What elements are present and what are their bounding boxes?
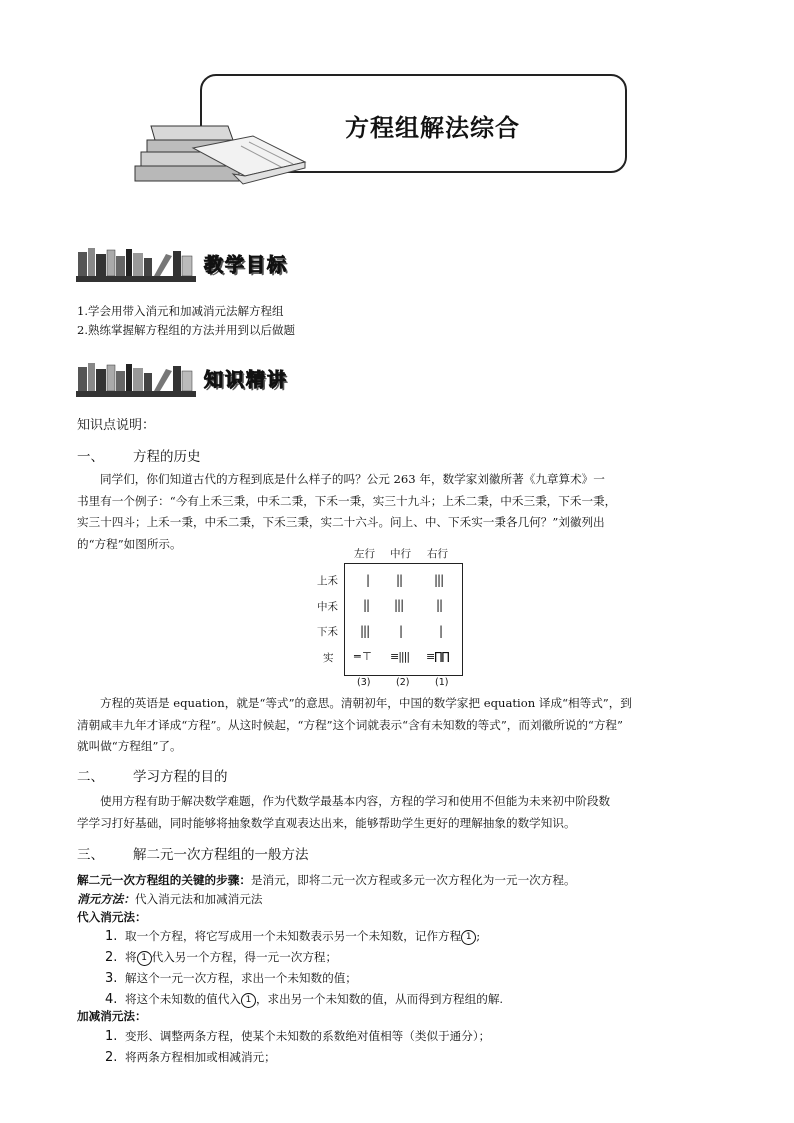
rod-cell: ═ ⊤ — [354, 650, 371, 663]
method-line — [77, 891, 263, 907]
step-number: 2. — [105, 1050, 118, 1065]
text-line: 实三十四斗；上禾一秉，中禾二秉，下禾三秉，实二十六斗。问上、中、下禾实一秉各几何？”刘徽列出 — [77, 515, 605, 529]
step-text: 变形、调整两条方程，使某个未知数的系数绝对值相等（类似于通分）； — [125, 1029, 491, 1043]
circled-number: 1 — [137, 951, 152, 966]
step-number: 4. — [105, 992, 118, 1007]
step-text: 将这个未知数的值代入 — [125, 992, 241, 1006]
counting-rod-diagram — [310, 546, 470, 696]
step-text: 将两条方程相加或相减消元； — [125, 1050, 276, 1064]
key-step-lead: 解二元一次方程组的关键的步骤： — [77, 873, 251, 887]
heading-number: 二、 — [77, 769, 104, 785]
step-text: 取一个方程，将它写成用一个未知数表示另一个未知数，记作方程 — [125, 929, 462, 943]
substitution-step — [105, 926, 480, 947]
rod-cell: | — [439, 624, 443, 638]
text-line: 使用方程有助于解决数学难题，作为代数学最基本内容，方程的学习和使用不但能为未来初中阶段数 — [100, 794, 611, 808]
substitution-heading: 代入消元法： — [77, 910, 147, 924]
rod-cell: ||| — [360, 624, 370, 638]
column-header: 左行 — [354, 548, 375, 560]
step-text: 解这个一元一次方程，求出一个未知数的值； — [125, 971, 357, 985]
rod-cell: || — [436, 598, 443, 612]
row-header: 实 — [323, 652, 334, 664]
column-header: 右行 — [427, 548, 448, 560]
knowledge-intro: 知识点说明： — [77, 418, 156, 433]
goal-item-2: 2.熟练掌握解方程组的方法并用到以后做题 — [77, 323, 295, 337]
rod-cell: ≡|||| — [390, 650, 410, 663]
rod-cell: ||| — [394, 598, 404, 612]
key-step-line — [77, 872, 576, 888]
stacked-books-icon — [133, 118, 308, 190]
equation-paragraph — [77, 693, 725, 758]
step-number: 1. — [105, 1029, 118, 1044]
bookshelf-icon — [76, 361, 200, 401]
goals-banner — [76, 246, 316, 286]
method-lead: 消元方法： — [77, 892, 135, 906]
row-header: 下禾 — [317, 626, 338, 638]
column-header: 中行 — [390, 548, 411, 560]
rod-cell: ||| — [434, 573, 444, 587]
circled-number: 1 — [241, 993, 256, 1008]
heading-history — [77, 445, 201, 465]
page-title: 方程组解法综合 — [345, 114, 520, 142]
step-text: 将 — [125, 950, 137, 964]
rod-cell: ≡∏∏ — [426, 650, 449, 663]
step-text: 代入另一个方程，得一元一次方程； — [151, 950, 338, 964]
heading-number: 三、 — [77, 847, 104, 863]
column-footer: (2) — [396, 677, 410, 688]
section-label-goals: 教学目标 — [204, 254, 289, 276]
text-line: 就叫做“方程组”了。 — [77, 739, 182, 753]
rod-cell: || — [363, 598, 370, 612]
column-footer: (3) — [357, 677, 371, 688]
step-text: ，求出另一个未知数的值，从而得到方程组的解. — [255, 992, 504, 1006]
heading-purpose — [77, 765, 228, 785]
heading-methods — [77, 843, 309, 863]
text-line: 书里有一个例子：“今有上禾三秉，中禾二秉，下禾一秉，实三十九斗；上禾二秉，中禾三秉，下禾一秉， — [77, 493, 617, 508]
knowledge-banner — [76, 361, 316, 401]
text-line: 的“方程”如图所示。 — [77, 536, 182, 551]
heading-title: 方程的历史 — [133, 449, 201, 465]
section-label-knowledge: 知识精讲 — [204, 369, 289, 391]
bookshelf-icon — [76, 246, 200, 286]
substitution-step — [105, 989, 503, 1010]
goal-item-1: 1.学会用带入消元和加减消元法解方程组 — [77, 304, 284, 318]
row-header: 上禾 — [317, 575, 338, 587]
step-number: 3. — [105, 971, 118, 986]
heading-number: 一、 — [77, 449, 104, 465]
key-step-text: 是消元，即将二元一次方程或多元一次方程化为一元一次方程。 — [250, 873, 576, 887]
step-number: 1. — [105, 929, 118, 944]
method-text: 代入消元法和加减消元法 — [134, 892, 263, 906]
substitution-step — [105, 947, 337, 968]
text-line: 同学们，你们知道古代的方程到底是什么样子的吗？公元 263 年，数学家刘徽所著《九章算术》一 — [100, 472, 605, 486]
heading-title: 解二元一次方程组的一般方法 — [133, 847, 309, 863]
history-paragraph — [77, 469, 725, 555]
rod-cell: | — [399, 624, 403, 638]
elimination-step — [105, 1047, 276, 1068]
substitution-step — [105, 968, 357, 989]
rod-cell: || — [396, 573, 403, 587]
column-footer: (1) — [435, 677, 449, 688]
text-line: 学学习打好基础，同时能够将抽象数学直观表达出来，能够帮助学生更好的理解抽象的数学知识。 — [77, 815, 576, 830]
circled-number: 1 — [461, 930, 476, 945]
heading-title: 学习方程的目的 — [133, 769, 228, 785]
row-header: 中禾 — [317, 601, 338, 613]
step-number: 2. — [105, 950, 118, 965]
text-line: 方程的英语是 equation，就是“等式”的意思。清朝初年，中国的数学家把 equation 译成“相等式”，到 — [100, 696, 632, 710]
purpose-paragraph — [77, 791, 725, 834]
rod-cell: | — [366, 573, 370, 587]
elimination-step — [105, 1026, 490, 1047]
step-text: ; — [476, 929, 481, 943]
text-line: 清朝咸丰九年才译成“方程”。从这时候起，“方程”这个词就表示“含有未知数的等式”，而刘徽所说的“方程” — [77, 717, 623, 732]
elimination-heading: 加减消元法： — [77, 1009, 147, 1023]
